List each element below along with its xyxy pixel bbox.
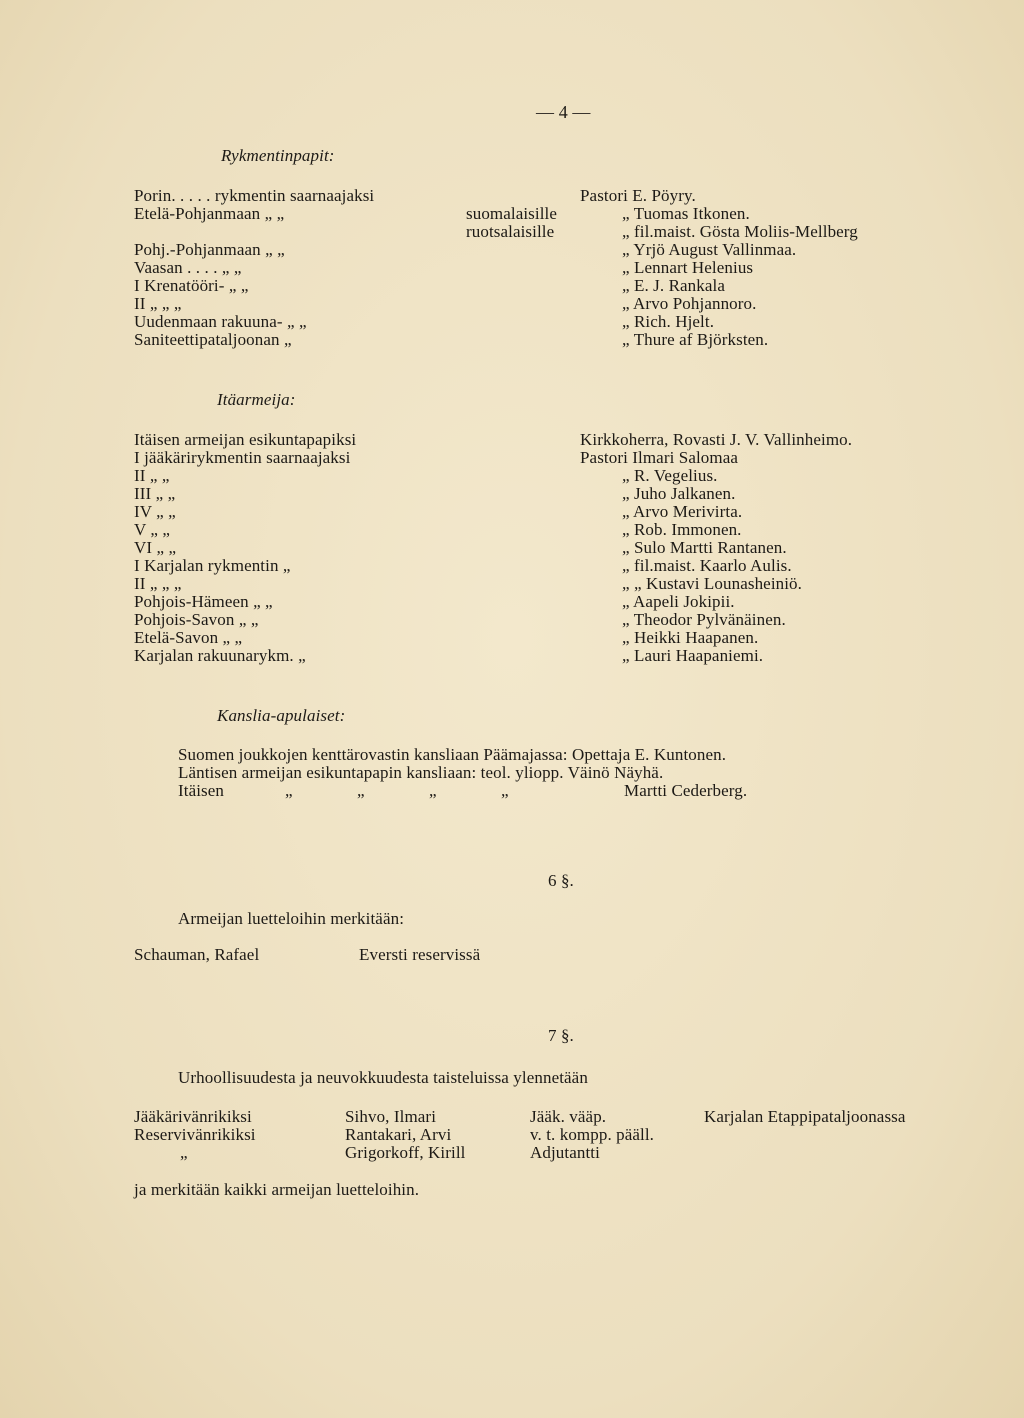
- row-col3: „ „ Kustavi Lounasheiniö.: [622, 574, 803, 593]
- promotion-current-rank: Jääk. vääp.: [530, 1107, 607, 1126]
- row-col1: Pohj.-Pohjanmaan „ „: [134, 240, 285, 259]
- row-col1: Saniteettipataljoonan „: [134, 330, 292, 349]
- row-col3: „ R. Vegelius.: [622, 466, 718, 485]
- row-col3: Pastori Ilmari Salomaa: [580, 448, 738, 467]
- promotion-name: Grigorkoff, Kirill: [345, 1143, 466, 1162]
- row-col1: II „ „ „: [134, 294, 182, 313]
- row-col3: „ fil.maist. Kaarlo Aulis.: [622, 556, 792, 575]
- row-col3: „ Aapeli Jokipii.: [622, 592, 735, 611]
- row-col2: ruotsalaisille: [466, 222, 555, 241]
- promotion-rank: Jääkärivänrikiksi: [134, 1107, 252, 1126]
- row-col1: Itäisen armeijan esikuntapapiksi: [134, 430, 357, 449]
- row-col3: „ Rob. Immonen.: [622, 520, 742, 539]
- row-col1: Pohjois-Savon „ „: [134, 610, 259, 629]
- row-col3: „ Arvo Pohjannoro.: [622, 294, 757, 313]
- row-col1: IV „ „: [134, 502, 176, 521]
- kanslia-line: Suomen joukkojen kenttärovastin kansliaan Päämajassa: Opettaja E. Kuntonen.: [178, 745, 727, 764]
- row-col3: „ Heikki Haapanen.: [622, 628, 759, 647]
- promotion-name: Rantakari, Arvi: [345, 1125, 452, 1144]
- row-col3: „ Juho Jalkanen.: [622, 484, 736, 503]
- promotion-rank: Reservivänrikiksi: [134, 1125, 256, 1144]
- row-col1: II „ „ „: [134, 574, 182, 593]
- row-col1: Porin. . . . . rykmentin saarnaajaksi: [134, 186, 375, 205]
- row-col1: I Karjalan rykmentin „: [134, 556, 291, 575]
- heading-rykmentinpapit: Rykmentinpapit:: [221, 146, 335, 165]
- row-col1: II „ „: [134, 466, 170, 485]
- section-6-name: Schauman, Rafael: [134, 945, 260, 964]
- promotion-current-rank: v. t. kompp. pääll.: [530, 1125, 655, 1144]
- section-6-intro: Armeijan luetteloihin merkitään:: [178, 909, 405, 928]
- row-col3: „ Thure af Björksten.: [622, 330, 769, 349]
- promotion-name: Sihvo, Ilmari: [345, 1107, 437, 1126]
- heading-kanslia-apulaiset: Kanslia-apulaiset:: [217, 706, 346, 725]
- kanslia-line-3-name: Martti Cederberg.: [624, 781, 748, 800]
- section-7-intro: Urhoollisuudesta ja neuvokkuudesta taisteluissa ylennetään: [178, 1068, 588, 1087]
- row-col1: I Krenatööri- „ „: [134, 276, 249, 295]
- section-7-closing: ja merkitään kaikki armeijan luetteloihin.: [134, 1180, 420, 1199]
- row-col1: Etelä-Pohjanmaan „ „: [134, 204, 285, 223]
- heading-itaarmeija: Itäarmeija:: [217, 390, 296, 409]
- promotion-rank: „: [180, 1143, 188, 1162]
- row-col1: VI „ „: [134, 538, 177, 557]
- row-col1: I jääkärirykmentin saarnaajaksi: [134, 448, 351, 467]
- row-col1: Vaasan . . . . „ „: [134, 258, 242, 277]
- row-col3: „ Yrjö August Vallinmaa.: [622, 240, 797, 259]
- kanslia-line-3-label: Itäisen: [178, 781, 225, 800]
- row-col3: Pastori E. Pöyry.: [580, 186, 696, 205]
- row-col1: Karjalan rakuunarykm. „: [134, 646, 306, 665]
- promotion-current-rank: Adjutantti: [530, 1143, 600, 1162]
- kanslia-line-3-marks: „ „ „ „: [285, 781, 509, 800]
- row-col1: V „ „: [134, 520, 171, 539]
- section-6-number: 6 §.: [548, 871, 574, 890]
- row-col3: „ Sulo Martti Rantanen.: [622, 538, 787, 557]
- row-col3: „ fil.maist. Gösta Moliis-Mellberg: [622, 222, 858, 241]
- row-col1: Uudenmaan rakuuna- „ „: [134, 312, 307, 331]
- section-6-rank: Eversti reservissä: [359, 945, 481, 964]
- row-col3: „ Rich. Hjelt.: [622, 312, 715, 331]
- row-col1: Etelä-Savon „ „: [134, 628, 243, 647]
- section-7-number: 7 §.: [548, 1026, 574, 1045]
- promotion-unit: Karjalan Etappipataljoonassa: [704, 1107, 906, 1126]
- row-col3: „ Theodor Pylvänäinen.: [622, 610, 786, 629]
- row-col3: „ Lennart Helenius: [622, 258, 754, 277]
- row-col3: Kirkkoherra, Rovasti J. V. Vallinheimo.: [580, 430, 853, 449]
- row-col3: „ Lauri Haapaniemi.: [622, 646, 764, 665]
- row-col3: „ E. J. Rankala: [622, 276, 725, 295]
- row-col3: „ Arvo Merivirta.: [622, 502, 743, 521]
- kanslia-line: Läntisen armeijan esikuntapapin kansliaan: teol. yliopp. Väinö Näyhä.: [178, 763, 664, 782]
- row-col1: Pohjois-Hämeen „ „: [134, 592, 273, 611]
- row-col2: suomalaisille: [466, 204, 558, 223]
- page-number: — 4 —: [536, 102, 591, 122]
- row-col1: III „ „: [134, 484, 176, 503]
- row-col3: „ Tuomas Itkonen.: [622, 204, 750, 223]
